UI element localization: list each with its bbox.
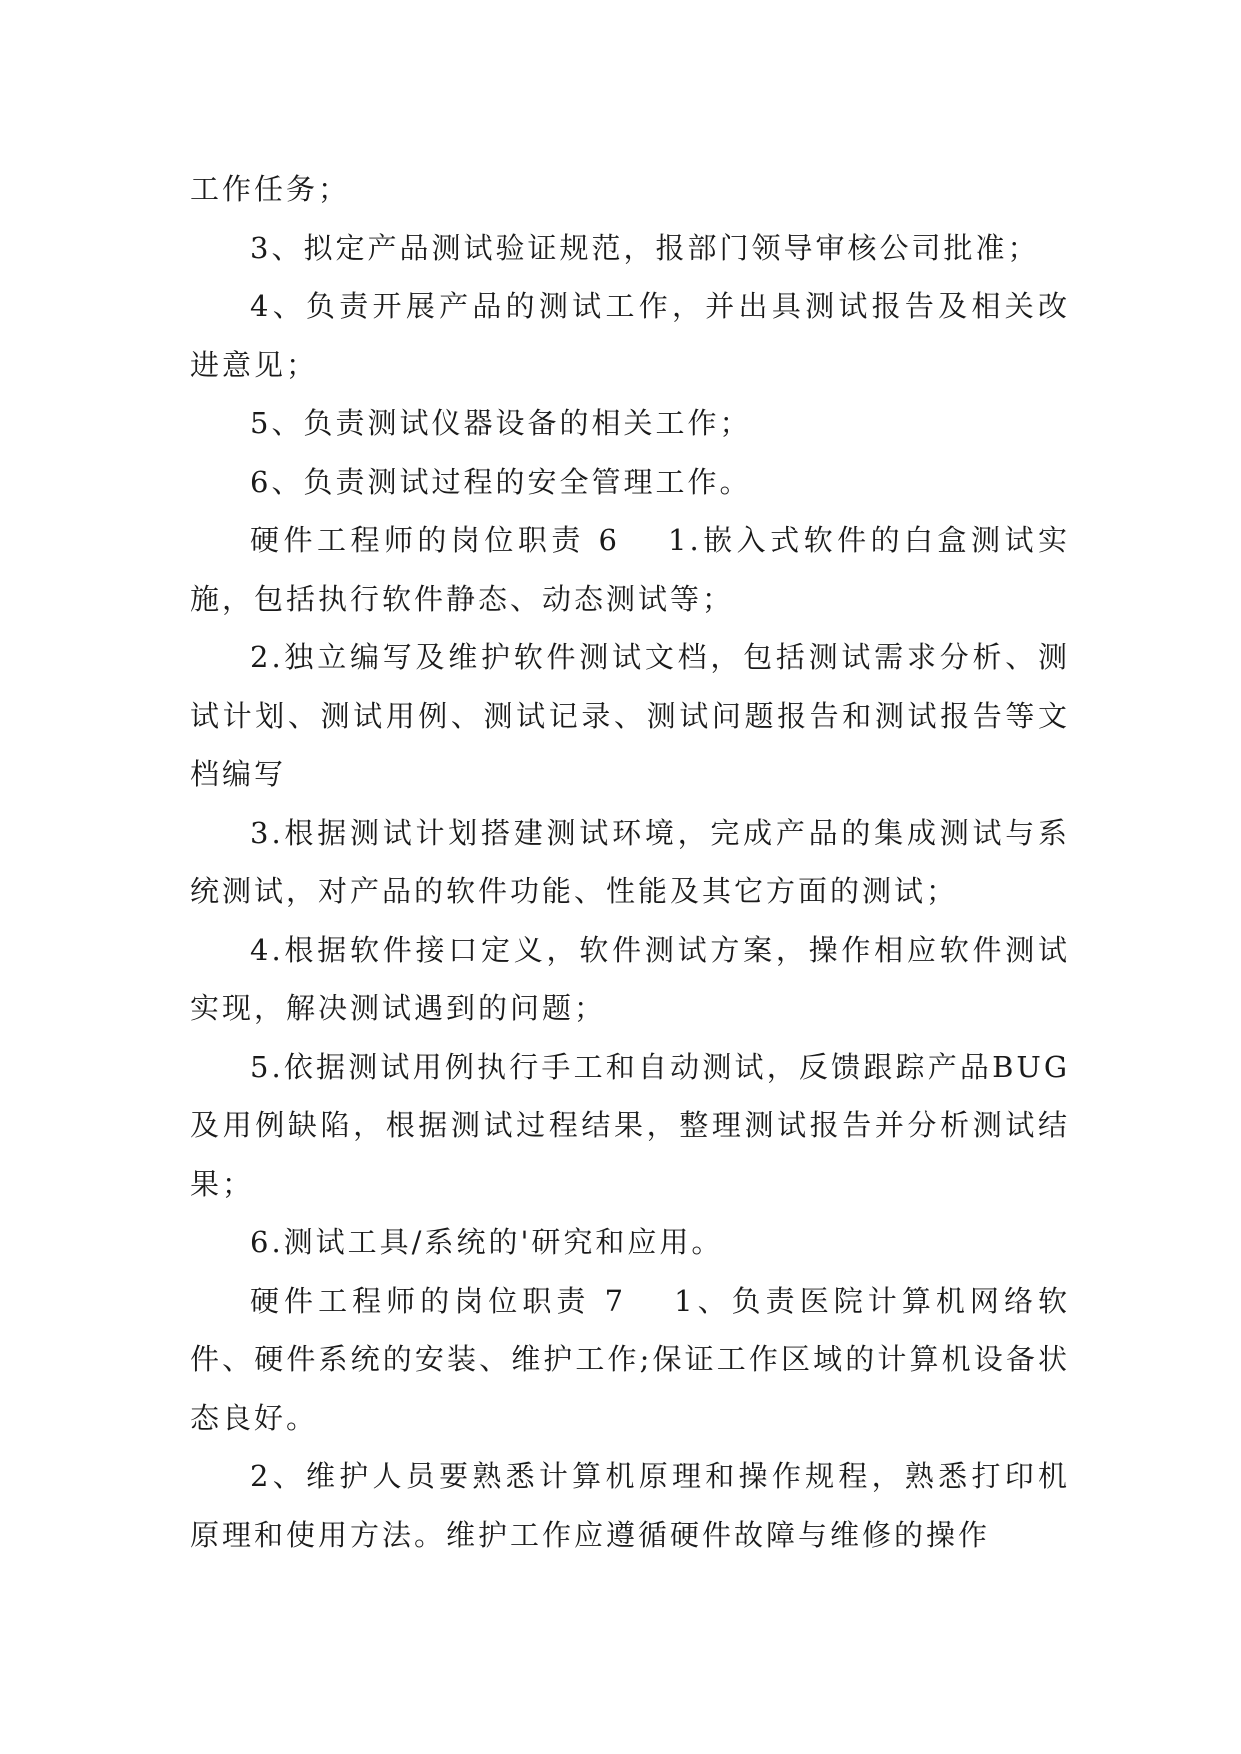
paragraph-5: 6、负责测试过程的安全管理工作。	[250, 464, 752, 499]
paragraph-10: 5.依据测试用例执行手工和自动测试，反馈跟踪产品BUG及用例缺陷，根据测试过程结果，整理测试报告并分析测试结果；	[190, 1049, 1070, 1201]
paragraph-6	[190, 511, 1070, 628]
section-heading-6: 硬件工程师的岗位职责 6	[250, 523, 620, 557]
paragraph-7: 2.独立编写及维护软件测试文档，包括测试需求分析、测试计划、测试用例、测试记录、测试问题报告和测试报告等文档编写	[190, 640, 1070, 791]
paragraph-11: 6.测试工具/系统的'研究和应用。	[250, 1225, 724, 1259]
paragraph-13: 2、维护人员要熟悉计算机原理和操作规程，熟悉打印机原理和使用方法。维护工作应遵循硬件故障与维修的操作	[190, 1459, 1070, 1552]
paragraph-8: 3.根据测试计划搭建测试环境，完成产品的集成测试与系统测试，对产品的软件功能、性能及其它方面的测试；	[190, 815, 1070, 908]
paragraph-12	[190, 1272, 1070, 1448]
paragraph-3: 4、负责开展产品的测试工作，并出具测试报告及相关改进意见；	[190, 289, 1070, 382]
paragraph-12-text: 1、负责医院计算机网络软件、硬件系统的安装、维护工作;保证工作区域的计算机设备状态良好。	[190, 1283, 1070, 1435]
paragraph-9: 4.根据软件接口定义，软件测试方案，操作相应软件测试实现，解决测试遇到的问题；	[190, 932, 1070, 1025]
paragraph-6-text: 1.嵌入式软件的白盒测试实施，包括执行软件静态、动态测试等；	[190, 523, 1070, 616]
paragraph-4: 5、负责测试仪器设备的相关工作；	[250, 406, 752, 440]
document-body	[190, 160, 1070, 1564]
section-heading-7: 硬件工程师的岗位职责 7	[250, 1283, 627, 1318]
paragraph-1: 工作任务；	[190, 172, 351, 206]
paragraph-2: 3、拟定产品测试验证规范，报部门领导审核公司批准；	[250, 230, 1040, 265]
